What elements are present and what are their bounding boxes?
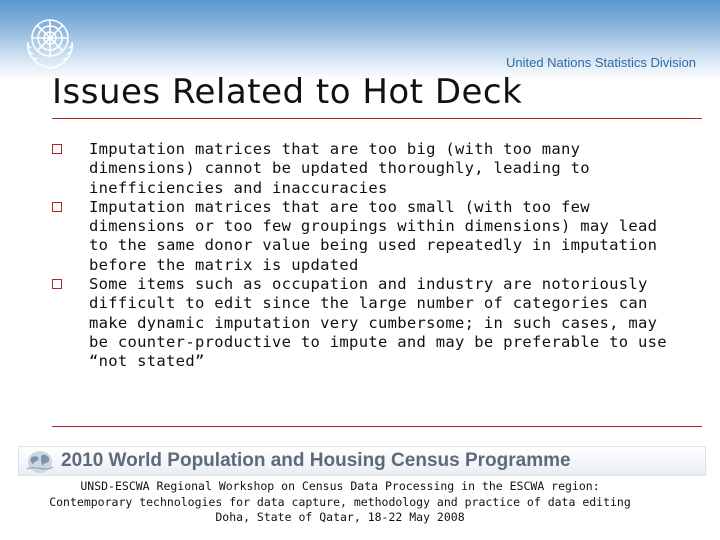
hollow-square-bullet-icon (52, 202, 62, 212)
bullet-item (52, 198, 682, 275)
footer-line-workshop: UNSD-ESCWA Regional Workshop on Census Data Processing in the ESCWA region: (80, 479, 600, 493)
hollow-square-bullet-icon (52, 279, 62, 289)
hollow-square-bullet-icon (52, 144, 62, 154)
bullet-list (52, 140, 682, 372)
bullet-item (52, 140, 682, 198)
footer (20, 479, 660, 526)
bullet-item (52, 275, 682, 371)
bullet-text: Some items such as occupation and industry are notoriously difficult to edit since the large number of categories can make dynamic imputation very cumbersome; in such cases, may be counter-productive to impute and may be preferable to use “not stated” (89, 275, 667, 371)
footer-line-topic: Contemporary technologies for data capture, methodology and practice of data editing (49, 494, 631, 509)
bullet-text: Imputation matrices that are too small (with too few dimensions or too few groupings within dimensions) may lead to the same donor value being used repeatedly in imputation before the matrix is updated (89, 197, 658, 274)
globe-icon (25, 449, 55, 475)
title-divider (52, 118, 702, 119)
un-emblem-icon (18, 8, 82, 72)
footer-divider (52, 426, 702, 427)
slide-title: Issues Related to Hot Deck (52, 72, 523, 112)
banner-text: 2010 World Population and Housing Census Programme (61, 450, 571, 471)
organization-name: United Nations Statistics Division (505, 55, 696, 70)
bullet-text: Imputation matrices that are too big (with too many dimensions) cannot be updated thoroughly, leading to inefficiencies and inaccuracies (89, 140, 590, 197)
census-programme-banner (18, 446, 706, 476)
footer-line-location: Doha, State of Qatar, 18-22 May 2008 (215, 510, 465, 524)
